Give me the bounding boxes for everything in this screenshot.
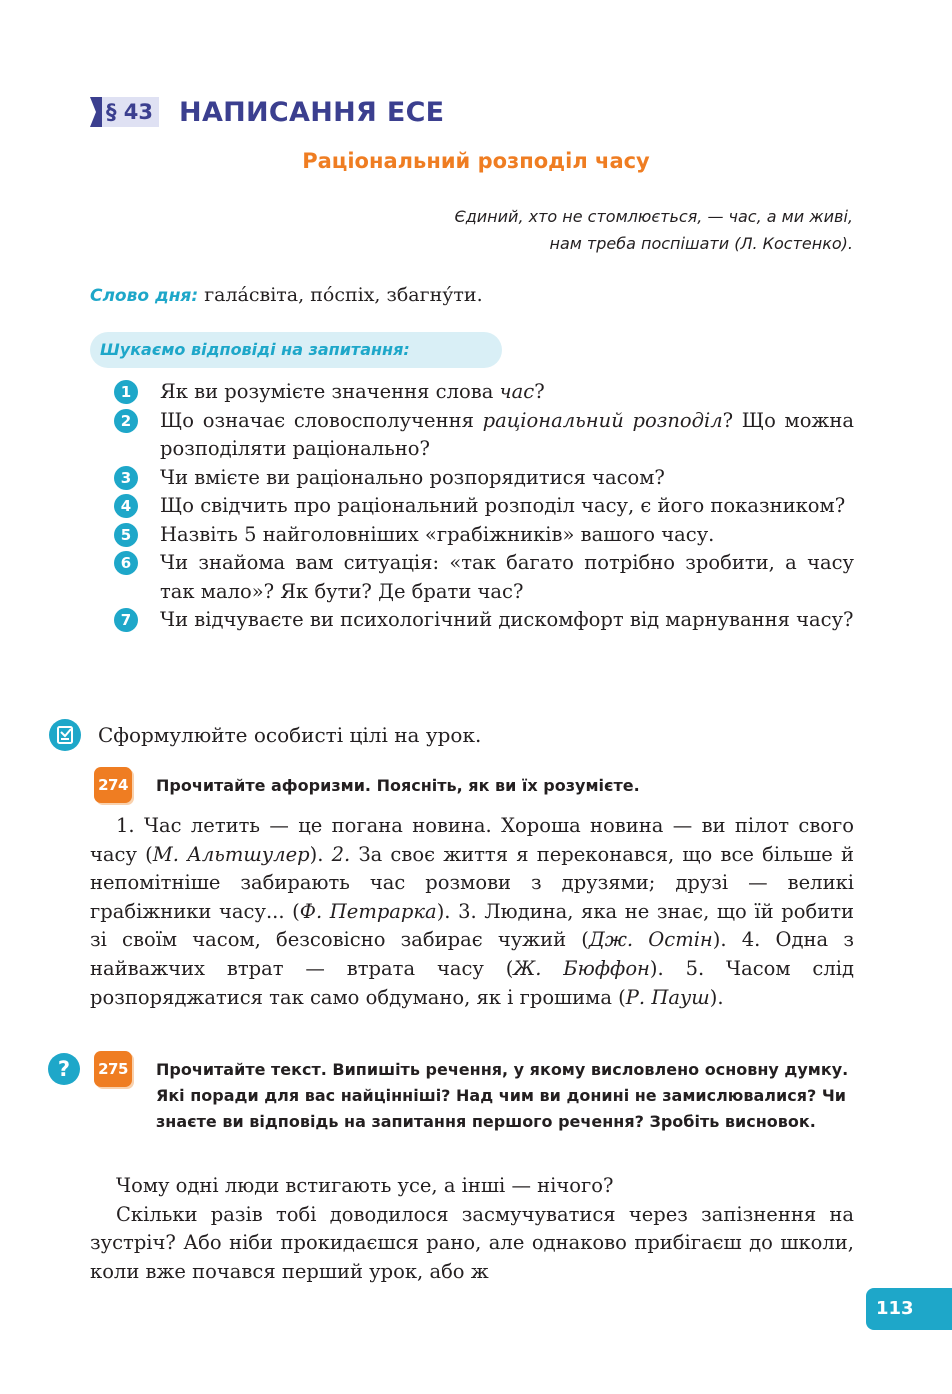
question-text: Назвіть 5 найголовніших «грабіжників» вашого часу. <box>160 522 715 546</box>
aphorisms-text: 1. Час летить — це погана новина. Хороша новина — ви пілот свого часу (М. Альтшулер). 2. За своє життя я переконався, що все більше й непомітніше забирають час розмови з друзями; друзі — великі грабіжники часу... (Ф. Петрарка). 3. Людина, яка не знає, що їй робити зі своїм часом, безсовісно забирає чужий (Дж. Остін). 4. Одна з найважчих втрат — втрата часу (Ж. Бюффон). 5. Часом слід розпоряджатися так само обдумано, як і грошима (Р. Пауш). <box>90 814 854 1009</box>
number-badge: 2 <box>114 409 138 433</box>
word-of-day-label: Слово дня: <box>90 286 199 306</box>
question-item <box>114 549 854 606</box>
question-item <box>114 492 854 521</box>
task-275-badge: 275 <box>94 1051 132 1087</box>
target-goals-icon <box>48 718 82 752</box>
goals-row <box>48 718 481 752</box>
question-item <box>114 464 854 493</box>
word-of-day <box>90 284 483 306</box>
number-badge: 5 <box>114 523 138 547</box>
question-text: Чи вмієте ви раціонально розпорядитися часом? <box>160 465 665 489</box>
section-heading <box>90 92 444 132</box>
number-badge: 1 <box>114 380 138 404</box>
question-item <box>114 378 854 407</box>
number-badge: 7 <box>114 608 138 632</box>
question-text: Чи знайома вам ситуація: «так багато потрібно зробити, а часу так мало»? Як бути? Де брати час? <box>160 551 854 603</box>
question-item <box>114 521 854 550</box>
epigraph-line: нам треба поспішати (Л. Костенко). <box>549 234 853 253</box>
question-text: Як ви розумієте значення слова час? <box>160 380 545 403</box>
question-text: Чи відчуваєте ви психологічний дискомфорт від марнування часу? <box>160 608 854 631</box>
epigraph-line: Єдиний, хто не стомлюється, — час, а ми живі, <box>454 207 853 226</box>
page-number: 113 <box>866 1288 952 1330</box>
task-274-instruction: Прочитайте афоризми. Поясніть, як ви їх розумієте. <box>156 776 640 795</box>
story-paragraph: Скільки разів тобі доводилося засмучуватися через запізнення на зустріч? Або ніби прокидаєшся рано, але однаково прибігаєш до школи, коли вже почався перший урок, або ж <box>90 1202 854 1283</box>
section-title: НАПИСАННЯ ЕСЕ <box>179 96 445 128</box>
word-of-day-words: гала́світа, по́спіх, збагну́ти. <box>204 284 483 306</box>
question-text: Що свідчить про раціональний розподіл часу, є його показником? <box>160 494 846 517</box>
task-274-badge: 274 <box>94 767 132 803</box>
story-paragraph: Чому одні люди встигають усе, а інші — нічого? <box>116 1174 614 1197</box>
number-badge: 6 <box>114 551 138 575</box>
number-badge: 4 <box>114 494 138 518</box>
task-275-instruction: Прочитайте текст. Випишіть речення, у якому висловлено основну думку. Які поради для вас найцінніші? Над чим ви донині не замислювалися? Чи знаєте ви відповідь на запитання першого речення? Зробіть висновок. <box>156 1060 849 1131</box>
goals-text: Сформулюйте особисті цілі на урок. <box>98 723 482 747</box>
lesson-subtitle: Раціональний розподіл часу <box>302 149 650 173</box>
number-badge: 3 <box>114 466 138 490</box>
epigraph <box>455 203 853 257</box>
question-item <box>114 606 854 635</box>
question-text: Що означає словосполучення раціональний розподіл? Що можна розподіляти раціонально? <box>160 408 854 460</box>
question-item <box>114 407 854 464</box>
question-mark-icon: ? <box>48 1053 80 1085</box>
story-text <box>90 1172 854 1286</box>
chevron-icon <box>90 97 102 127</box>
section-number: § 43 <box>102 97 159 127</box>
questions-header: Шукаємо відповіді на запитання: <box>90 332 502 368</box>
questions-list <box>114 378 854 635</box>
